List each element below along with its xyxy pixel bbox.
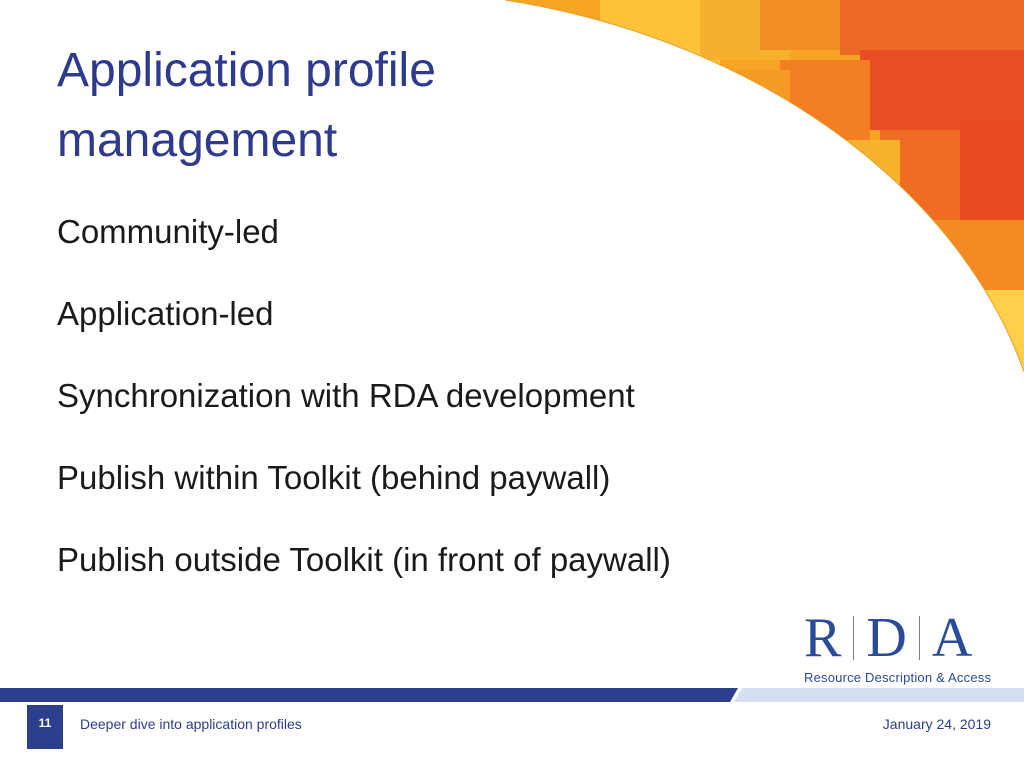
footer-text: Deeper dive into application profiles <box>80 716 302 732</box>
footer-bar <box>0 688 738 702</box>
list-item: Application-led <box>57 295 274 332</box>
logo-divider <box>919 616 920 660</box>
list-item: Community-led <box>57 213 279 250</box>
logo-letter: R <box>804 607 842 669</box>
logo-divider <box>853 616 854 660</box>
list-item: Publish within Toolkit (behind paywall) <box>57 459 611 496</box>
logo-tagline: Resource Description & Access <box>804 670 992 685</box>
rda-logo <box>804 608 1004 688</box>
logo-letters <box>804 608 1004 668</box>
list-item: Publish outside Toolkit (in front of paywall) <box>57 541 671 578</box>
logo-letter: D <box>866 607 907 669</box>
bullet-list <box>57 208 671 618</box>
slide-number: 11 <box>27 705 63 749</box>
logo-letter: A <box>931 607 973 669</box>
footer-date: January 24, 2019 <box>882 716 991 732</box>
slide-title: Application profile management <box>57 44 436 167</box>
list-item: Synchronization with RDA development <box>57 377 635 414</box>
